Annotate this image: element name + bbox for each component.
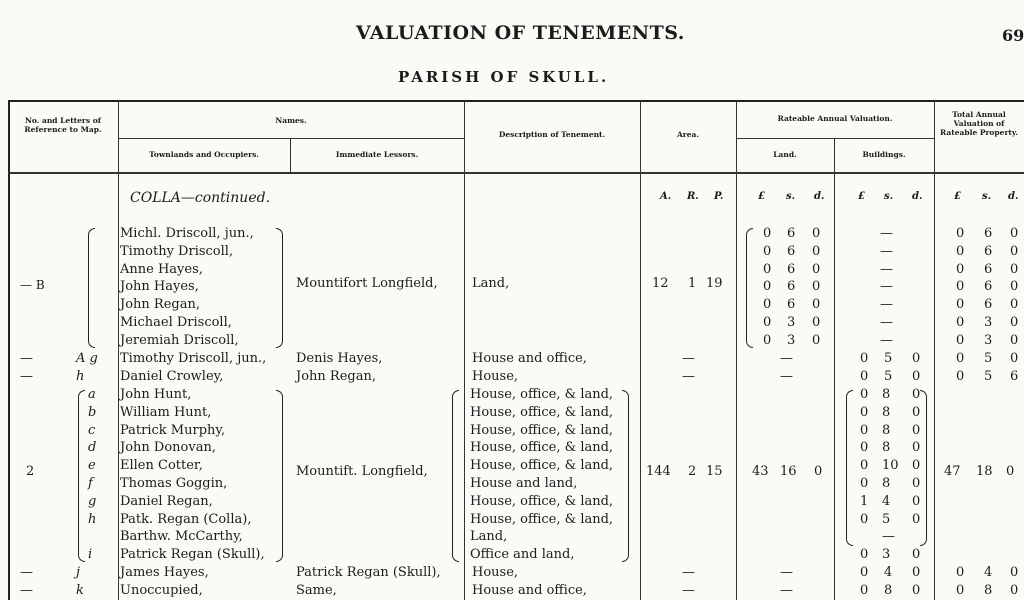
land-pence: 0 — [812, 297, 821, 313]
ref-letter: h — [88, 511, 97, 527]
occupier-name: John Regan, — [120, 297, 200, 313]
buildings-pence: 0 — [912, 368, 921, 384]
ref-letter: b — [88, 404, 97, 420]
group1-lessor: Mountifort Longfield, — [296, 276, 438, 291]
buildings-value: — — [880, 315, 893, 330]
total-shillings: 5 — [984, 351, 993, 366]
ref-dash: — — [20, 351, 33, 366]
buildings-pounds: 1 — [860, 493, 869, 509]
buildings-pence: 0 — [912, 493, 921, 509]
header-ref: No. and Letters of Reference to Map. — [24, 116, 102, 134]
buildings-pence: 0 — [912, 351, 921, 366]
buildings-pounds: 0 — [860, 582, 869, 598]
buildings-shillings: 5 — [884, 368, 893, 384]
buildings-value: — — [880, 279, 893, 295]
occupier-name: Ellen Cotter, — [120, 458, 203, 474]
total-pence: 0 — [1010, 226, 1019, 241]
total-shillings: 4 — [984, 565, 993, 580]
buildings-pence: 0 — [912, 565, 921, 580]
table-row — [0, 332, 1024, 350]
buildings-shillings: 3 — [882, 547, 891, 563]
description: House, office, & land, — [470, 511, 614, 527]
unit-buildings-shillings: s. — [884, 191, 894, 202]
buildings-pence: 0 — [912, 458, 921, 474]
description: Office and land, — [470, 547, 575, 563]
buildings-shillings: 4 — [882, 493, 891, 509]
group1-area-a: 12 — [652, 276, 669, 291]
buildings-pence: 0 — [912, 404, 921, 420]
header-townlands: Townlands and Occupiers. — [149, 150, 259, 159]
land-shillings: 6 — [787, 243, 796, 259]
land-pounds: 0 — [763, 297, 772, 313]
group1-area-r: 1 — [688, 276, 697, 291]
group2-lessor: Mountift. Longfield, — [296, 464, 428, 479]
land-shillings: 6 — [787, 279, 796, 295]
unit-total-pounds: £ — [954, 191, 961, 202]
description: House, office, & land, — [470, 458, 614, 474]
buildings-pounds: 0 — [860, 511, 869, 527]
table-row — [0, 368, 1024, 386]
group2-total-pounds: 47 — [944, 464, 961, 479]
group1-description: Land, — [472, 276, 510, 291]
group2-land-shillings: 16 — [780, 464, 797, 479]
total-shillings: 3 — [984, 332, 993, 348]
land-shillings: 6 — [787, 297, 796, 313]
header-buildings: Buildings. — [862, 150, 906, 159]
description: Land, — [470, 529, 508, 545]
occupier-name: Daniel Crowley, — [120, 368, 224, 384]
description: House, office, & land, — [470, 404, 614, 420]
land-pence: 0 — [812, 243, 821, 259]
total-pounds: 0 — [956, 243, 965, 259]
buildings-value: — — [880, 261, 893, 277]
buildings-pounds: 0 — [860, 458, 869, 474]
buildings-pence: 0 — [912, 511, 921, 527]
header-lessors: Immediate Lessors. — [335, 150, 419, 159]
group2-area-r: 2 — [688, 464, 697, 479]
table-row — [0, 225, 1024, 243]
unit-total-pence: d. — [1008, 191, 1019, 202]
table-row — [0, 546, 1024, 564]
occupier-name: Michael Driscoll, — [120, 315, 232, 330]
buildings-pence: 0 — [912, 387, 921, 402]
row-rule — [736, 138, 934, 139]
unit-land-shillings: s. — [786, 191, 796, 202]
unit-area-a: A. — [660, 191, 672, 202]
land-pounds: 0 — [763, 315, 772, 330]
land-pounds: 0 — [763, 261, 772, 277]
occupier-name: Patk. Regan (Colla), — [120, 511, 252, 527]
header-description: Description of Tenement. — [498, 130, 606, 139]
description: House and land, — [470, 476, 578, 491]
buildings-pounds: 0 — [860, 387, 869, 402]
land-dash: — — [780, 582, 793, 598]
page-title: VALUATION OF TENEMENTS. — [356, 22, 685, 44]
lessor-name: Denis Hayes, — [296, 351, 383, 366]
table-row — [0, 296, 1024, 314]
land-pounds: 0 — [763, 279, 772, 295]
buildings-shillings: — — [882, 529, 895, 545]
buildings-pounds: 0 — [860, 404, 869, 420]
total-shillings: 6 — [984, 226, 993, 241]
unit-area-r: R. — [687, 191, 699, 202]
buildings-value: — — [880, 243, 893, 259]
total-pounds: 0 — [956, 368, 965, 384]
buildings-value: — — [880, 226, 893, 241]
occupier-name: John Hayes, — [120, 279, 199, 295]
buildings-shillings: 8 — [882, 404, 891, 420]
occupier-name: William Hunt, — [120, 404, 212, 420]
land-shillings: 6 — [787, 226, 796, 241]
group2-total-shillings: 18 — [976, 464, 993, 479]
table-row — [0, 243, 1024, 261]
occupier-name: John Donovan, — [120, 440, 216, 456]
land-pence: 0 — [812, 279, 821, 295]
ref-letter: h — [76, 368, 85, 384]
buildings-pounds: 0 — [860, 565, 869, 580]
land-pounds: 0 — [763, 243, 772, 259]
occupier-name: Jeremiah Driscoll, — [120, 332, 239, 348]
buildings-pounds: 0 — [860, 368, 869, 384]
table-row — [0, 314, 1024, 332]
table-row — [0, 528, 1024, 546]
ref-letter: c — [88, 422, 96, 438]
occupier-name: John Hunt, — [120, 387, 192, 402]
buildings-value: — — [880, 297, 893, 313]
description: House and office, — [472, 351, 587, 366]
ref-letter: k — [76, 582, 84, 598]
buildings-pounds: 0 — [860, 422, 869, 438]
lessor-name: John Regan, — [296, 368, 376, 384]
total-pence: 0 — [1010, 315, 1019, 330]
group2-total-pence: 0 — [1006, 464, 1015, 479]
occupier-name: Unoccupied, — [120, 582, 203, 598]
group1-ref: — B — [20, 278, 45, 292]
group2-land-pounds: 43 — [752, 464, 769, 479]
total-pounds: 0 — [956, 297, 965, 313]
land-dash: — — [780, 351, 793, 366]
buildings-shillings: 8 — [882, 422, 891, 438]
buildings-shillings: 8 — [884, 582, 893, 598]
land-pence: 0 — [812, 261, 821, 277]
land-pence: 0 — [812, 332, 821, 348]
total-shillings: 5 — [984, 368, 993, 384]
group1-area-p: 19 — [706, 276, 723, 291]
occupier-name: Michl. Driscoll, jun., — [120, 226, 254, 241]
ref-dash: — — [20, 582, 33, 598]
table-row — [0, 564, 1024, 582]
page-number: 69 — [1002, 26, 1024, 45]
ref-letter: j — [76, 565, 81, 580]
table-row — [0, 493, 1024, 511]
description: House, office, & land, — [470, 493, 614, 509]
description: House, office, & land, — [470, 422, 614, 438]
total-pence: 0 — [1010, 261, 1019, 277]
header-area: Area. — [676, 130, 699, 139]
description: House, — [472, 565, 519, 580]
lessor-name: Patrick Regan (Skull), — [296, 565, 441, 580]
area-dash: — — [682, 368, 695, 384]
buildings-shillings: 8 — [882, 440, 891, 456]
occupier-name: Thomas Goggin, — [120, 476, 228, 491]
table-row — [0, 278, 1024, 296]
table-row — [0, 422, 1024, 440]
area-dash: — — [682, 351, 695, 366]
total-shillings: 8 — [984, 582, 993, 598]
occupier-name: Timothy Driscoll, jun., — [120, 351, 267, 366]
table-row — [0, 404, 1024, 422]
table-row — [0, 261, 1024, 279]
total-pounds: 0 — [956, 226, 965, 241]
land-pence: 0 — [812, 226, 821, 241]
table-row — [0, 582, 1024, 600]
buildings-pence: 0 — [912, 422, 921, 438]
ref-letter: A g — [76, 351, 98, 366]
buildings-pence: 0 — [912, 582, 921, 598]
header-land: Land. — [773, 150, 797, 159]
occupier-name: Timothy Driscoll, — [120, 243, 234, 259]
unit-buildings-pounds: £ — [858, 191, 865, 202]
buildings-shillings: 8 — [882, 476, 891, 491]
buildings-pence: 0 — [912, 547, 921, 563]
total-pence: 0 — [1010, 279, 1019, 295]
land-shillings: 3 — [787, 315, 796, 330]
buildings-shillings: 4 — [884, 565, 893, 580]
occupier-name: Patrick Regan (Skull), — [120, 547, 265, 563]
table-row — [0, 457, 1024, 475]
total-pounds: 0 — [956, 261, 965, 277]
total-pounds: 0 — [956, 315, 965, 330]
buildings-pence: 0 — [912, 476, 921, 491]
total-pence: 0 — [1010, 332, 1019, 348]
ref-letter: a — [88, 387, 96, 402]
description: House and office, — [472, 582, 587, 598]
total-shillings: 6 — [984, 279, 993, 295]
land-dash: — — [780, 368, 793, 384]
buildings-shillings: 10 — [882, 458, 899, 474]
buildings-pounds: 0 — [860, 476, 869, 491]
table-row — [0, 475, 1024, 493]
unit-total-shillings: s. — [982, 191, 992, 202]
ref-letter: f — [88, 476, 93, 491]
total-pence: 0 — [1010, 243, 1019, 259]
buildings-shillings: 5 — [882, 511, 891, 527]
area-dash: — — [682, 565, 695, 580]
description: House, office, & land, — [470, 387, 614, 402]
header-names: Names. — [275, 116, 307, 125]
total-pence: 0 — [1010, 351, 1019, 366]
ref-dash: — — [20, 368, 33, 384]
table-row — [0, 439, 1024, 457]
group2-area-a: 144 — [646, 464, 671, 479]
land-shillings: 3 — [787, 332, 796, 348]
total-pounds: 0 — [956, 582, 965, 598]
table-row — [0, 511, 1024, 529]
land-pounds: 0 — [763, 332, 772, 348]
total-shillings: 6 — [984, 243, 993, 259]
buildings-pounds: 0 — [860, 351, 869, 366]
total-shillings: 6 — [984, 297, 993, 313]
ref-letter: d — [88, 440, 97, 456]
header-total: Total Annual Valuation of Rateable Property. — [940, 110, 1018, 137]
land-shillings: 6 — [787, 261, 796, 277]
ref-letter: i — [88, 547, 93, 563]
table-row — [0, 350, 1024, 368]
row-rule — [8, 172, 1024, 174]
total-pounds: 0 — [956, 351, 965, 366]
buildings-shillings: 5 — [884, 351, 893, 366]
area-dash: — — [682, 582, 695, 598]
occupier-name: Patrick Murphy, — [120, 422, 226, 438]
total-pence: 6 — [1010, 368, 1019, 384]
unit-area-p: P. — [714, 191, 724, 202]
buildings-pounds: 0 — [860, 547, 869, 563]
total-pence: 0 — [1010, 582, 1019, 598]
group2-ref: 2 — [26, 464, 35, 479]
land-pence: 0 — [812, 315, 821, 330]
buildings-pounds: 0 — [860, 440, 869, 456]
unit-land-pounds: £ — [758, 191, 765, 202]
lessor-name: Same, — [296, 582, 337, 598]
occupier-name: James Hayes, — [120, 565, 209, 580]
land-pounds: 0 — [763, 226, 772, 241]
row-rule — [118, 138, 464, 139]
total-shillings: 6 — [984, 261, 993, 277]
group2-land-pence: 0 — [814, 464, 823, 479]
description: House, office, & land, — [470, 440, 614, 456]
total-pence: 0 — [1010, 565, 1019, 580]
total-pounds: 0 — [956, 332, 965, 348]
land-dash: — — [780, 565, 793, 580]
townland-heading: COLLA—continued. — [130, 190, 271, 206]
buildings-value: — — [880, 332, 893, 348]
ref-letter: g — [88, 493, 97, 509]
parish-subtitle: PARISH OF SKULL. — [398, 68, 610, 86]
header-rateable: Rateable Annual Valuation. — [777, 114, 893, 123]
total-shillings: 3 — [984, 315, 993, 330]
total-pounds: 0 — [956, 565, 965, 580]
description: House, — [472, 368, 519, 384]
table-row — [0, 386, 1024, 404]
occupier-name: Daniel Regan, — [120, 493, 213, 509]
occupier-name: Anne Hayes, — [120, 261, 203, 277]
ref-letter: e — [88, 458, 96, 474]
unit-land-pence: d. — [814, 191, 825, 202]
buildings-pence: 0 — [912, 440, 921, 456]
group2-area-p: 15 — [706, 464, 723, 479]
occupier-name: Barthw. McCarthy, — [120, 529, 243, 545]
buildings-shillings: 8 — [882, 387, 891, 402]
total-pence: 0 — [1010, 297, 1019, 313]
ref-dash: — — [20, 565, 33, 580]
unit-buildings-pence: d. — [912, 191, 923, 202]
total-pounds: 0 — [956, 279, 965, 295]
